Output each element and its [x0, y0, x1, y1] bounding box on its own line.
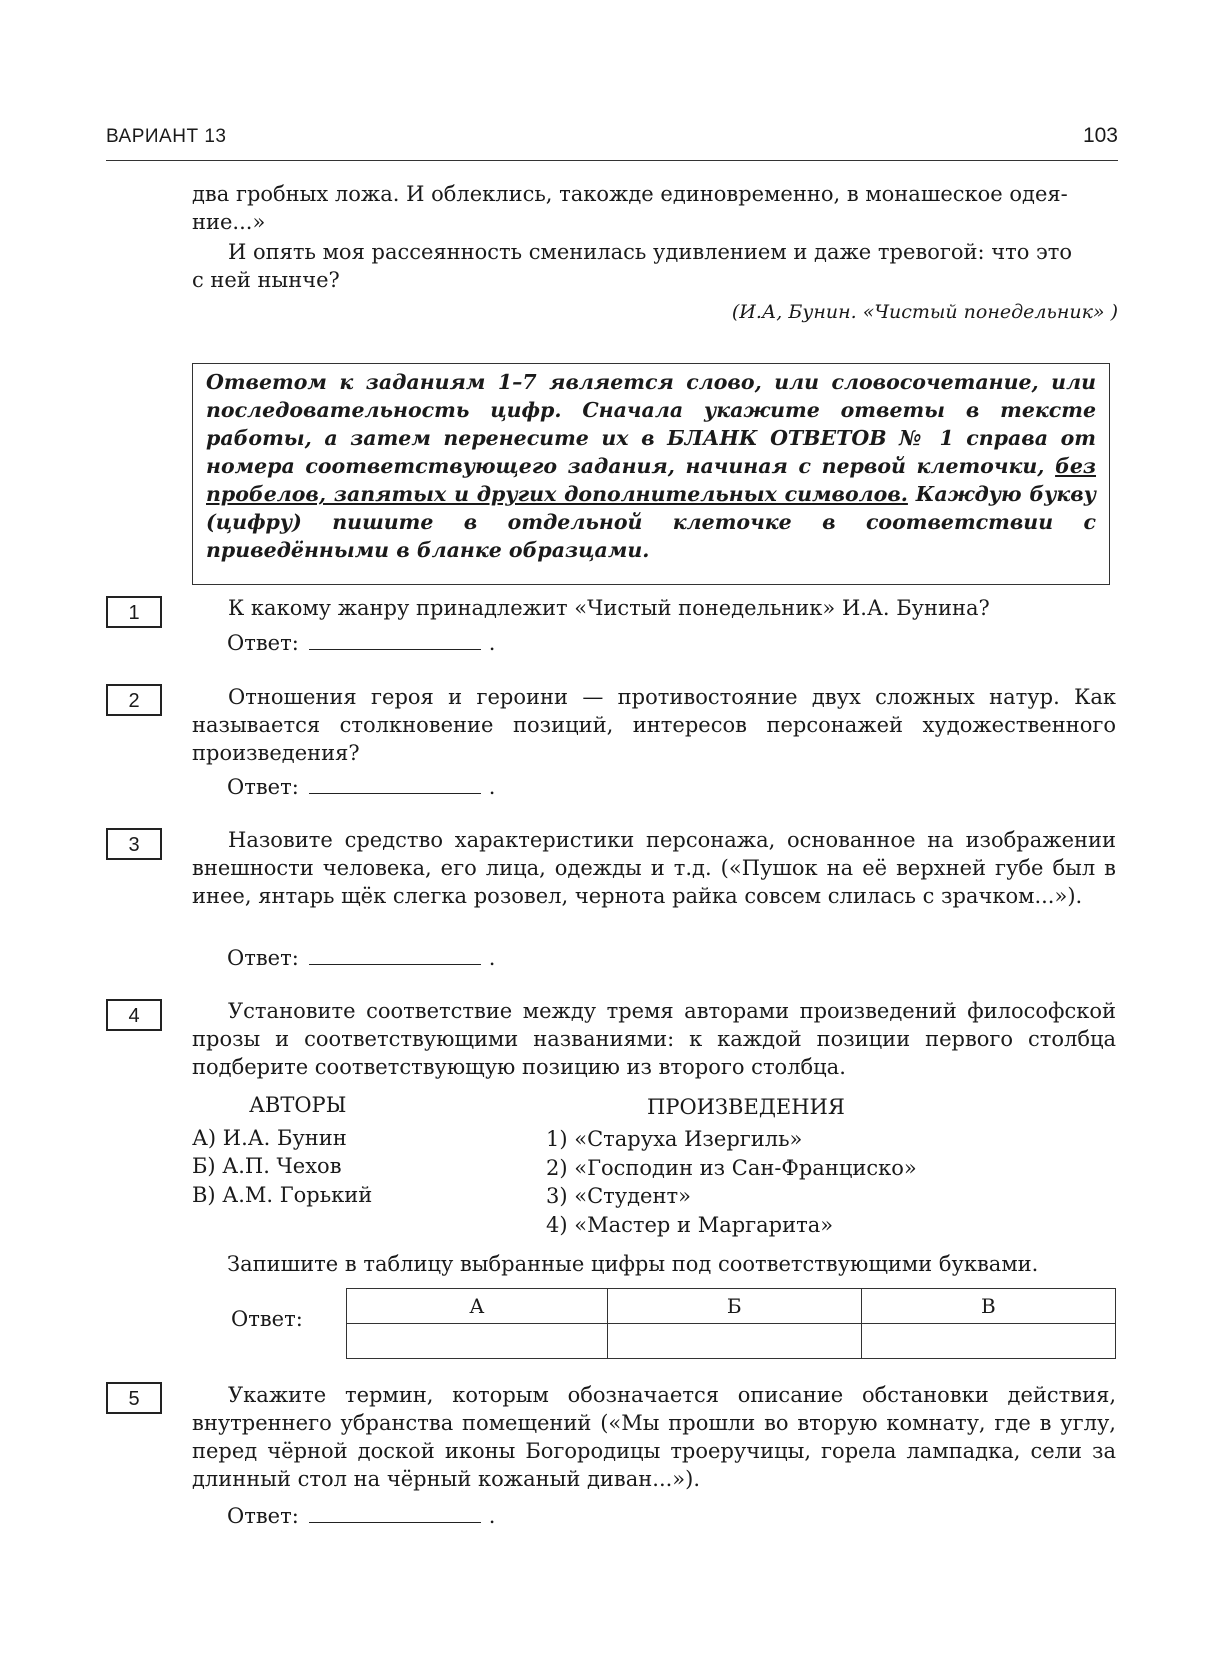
answer-cell-c[interactable] — [861, 1324, 1115, 1359]
author-a: А) И.А. Бунин — [192, 1126, 347, 1150]
task-number-1: 1 — [106, 596, 162, 628]
answer-cell-b[interactable] — [607, 1324, 861, 1359]
answer-line[interactable] — [309, 1504, 481, 1523]
answer-label: Ответ: — [227, 946, 299, 970]
task-text-4: Установите соответствие между тремя авторами произведений философской прозы и соответствующими названиями: к каждой позиции первого столбца подберите соответствующую позицию из второго столбца. — [192, 999, 1116, 1079]
task-text-3: Назовите средство характеристики персонажа, основанное на изображении внешности человека, его лица, одежды и т.д. («Пушок на её верхней губе был в инее, янтарь щёк слегка розовел, чернота райка совсем слилась с зрачком...»). — [192, 828, 1116, 908]
excerpt-line-2: ние...» — [192, 210, 266, 234]
instructions-underlined: без пробелов, запятых и других дополнительных символов. — [206, 454, 1096, 506]
task-number-2: 2 — [106, 684, 162, 716]
answer-line[interactable] — [309, 631, 481, 650]
task-number-3: 3 — [106, 828, 162, 860]
variant-title: ВАРИАНТ 13 — [106, 126, 227, 147]
answer-table-header — [347, 1289, 1116, 1324]
answer-3: Ответ: . — [227, 946, 496, 970]
excerpt-line-3: И опять моя рассеянность сменилась удивлением и даже тревогой: что это — [228, 240, 1073, 264]
task-number-4: 4 — [106, 999, 162, 1031]
answer-5: Ответ: . — [227, 1504, 496, 1528]
work-2: 2) «Господин из Сан-Франциско» — [546, 1156, 917, 1180]
work-1: 1) «Старуха Изергиль» — [546, 1127, 803, 1151]
authors-header: АВТОРЫ — [249, 1093, 347, 1117]
answer-cell-a[interactable] — [347, 1324, 608, 1359]
excerpt-line-4: с ней нынче? — [192, 268, 340, 292]
instructions-text-2: Каждую букву (цифру) пишите в отдельной клеточке в соответствии с приведёнными в бланке образцами. — [206, 482, 1096, 562]
author-c: В) А.М. Горький — [192, 1183, 373, 1207]
work-3: 3) «Студент» — [546, 1184, 691, 1208]
task-text-1: К какому жанру принадлежит «Чистый понедельник» И.А. Бунина? — [228, 596, 990, 620]
works-header: ПРОИЗВЕДЕНИЯ — [647, 1095, 845, 1119]
answer-table-col-b: Б — [607, 1289, 861, 1324]
task-text-2: Отношения героя и героини — противостояние двух сложных натур. Как называется столкновение позиций, интересов персонажей художественного произведения? — [192, 685, 1116, 765]
answer-label: Ответ: — [227, 775, 299, 799]
answer-2: Ответ: . — [227, 775, 496, 799]
page-number: 103 — [1082, 124, 1118, 147]
page-header — [106, 118, 1118, 161]
answer-table-input-row — [347, 1324, 1116, 1359]
answer-label: Ответ: — [227, 631, 299, 655]
author-b: Б) А.П. Чехов — [192, 1154, 342, 1178]
answer-table — [346, 1288, 1116, 1359]
excerpt-source: (И.А, Бунин. «Чистый понедельник» ) — [731, 301, 1118, 323]
excerpt-line-1: два гробных ложа. И облеклись, такожде единовременно, в монашеское одея- — [192, 182, 1068, 206]
answer-1: Ответ: . — [227, 631, 496, 655]
table-instruction: Запишите в таблицу выбранные цифры под соответствующими буквами. — [227, 1252, 1039, 1276]
answer-line[interactable] — [309, 946, 481, 965]
task-number-5: 5 — [106, 1382, 162, 1414]
work-4: 4) «Мастер и Маргарита» — [546, 1213, 834, 1237]
answer-table-col-c: В — [861, 1289, 1115, 1324]
instructions-text-1: Ответом к заданиям 1–7 является слово, или словосочетание, или последовательность цифр. Сначала укажите ответы в тексте работы, а затем перенесите их в БЛАНК ОТВЕТОВ № 1 справа от номера соответствующего задания, начиная с первой клеточки, — [206, 370, 1096, 478]
answer-table-col-a: А — [347, 1289, 608, 1324]
answer-table-label: Ответ: — [231, 1307, 303, 1331]
task-text-5: Укажите термин, которым обозначается описание обстановки действия, внутреннего убранства помещений («Мы прошли во вторую комнату, где в углу, перед чёрной доской иконы Богородицы троеручицы, горела лампадка, сели за длинный стол на чёрный кожаный диван...»). — [192, 1383, 1116, 1491]
answer-line[interactable] — [309, 775, 481, 794]
answer-label: Ответ: — [227, 1504, 299, 1528]
instructions-box — [192, 363, 1110, 585]
